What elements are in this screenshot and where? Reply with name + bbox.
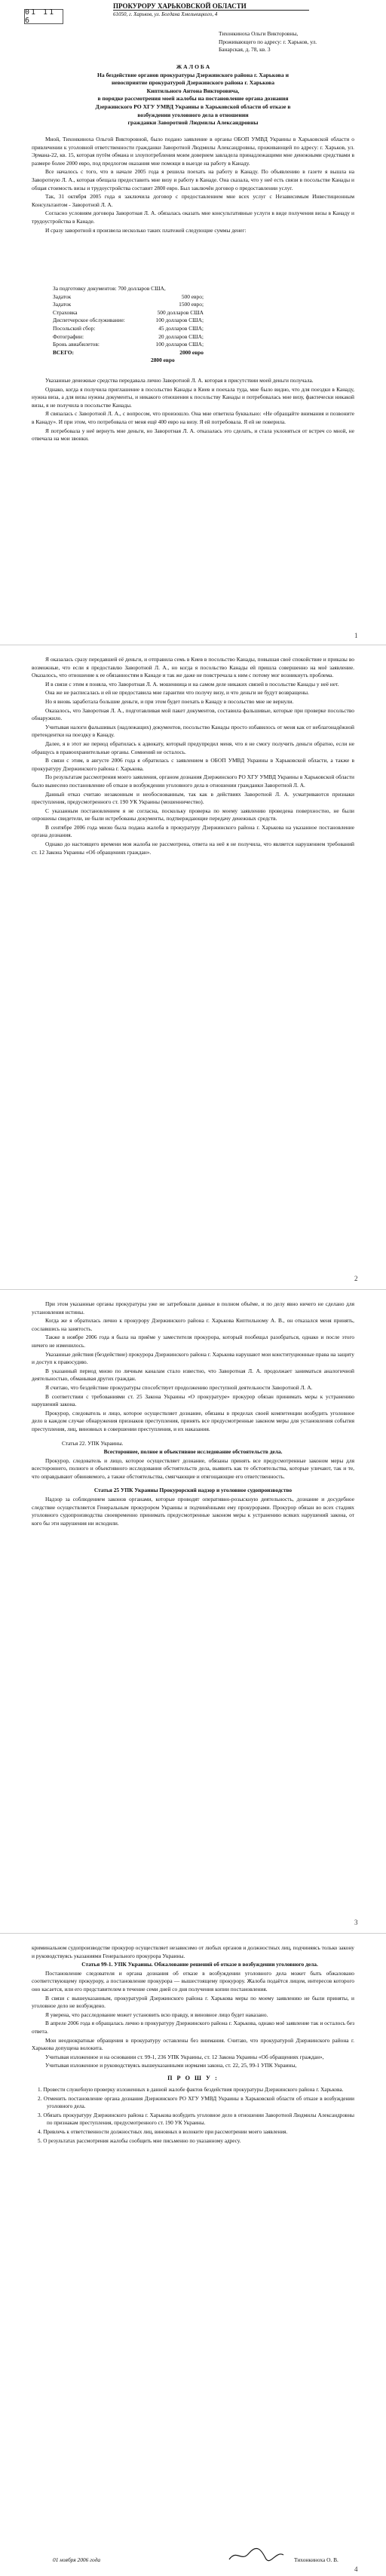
- request-list: [32, 2086, 354, 2145]
- payment-label: ВСЕГО:: [53, 348, 74, 356]
- page-number: 2: [354, 1275, 358, 1282]
- paragraph: В апреле 2006 года я обращалась лично в прокуратуру Дзержинского района г. Харькова, однако моё заявление так и осталось без ответа.: [32, 2020, 354, 2035]
- page-number: 1: [354, 632, 358, 639]
- paragraph: Я потребовала у неё вернуть мне деньги, но Заворотная Л. А. отказалась это сделать, и стала уклоняться от встреч со мной, не отвечала на мои звонки.: [32, 427, 354, 443]
- paragraph: И сразу заворотной я произвела несколько таких платежей следующие суммы денег:: [45, 226, 247, 234]
- payments-intro: За подготовку документов: 700 долларов США,: [53, 285, 166, 292]
- page-1-body: [32, 136, 354, 235]
- title-line: Киптильного Антона Викторовича,: [146, 87, 240, 94]
- title-line: На бездействие органов прокуратуры Дзержинского района г. Харькова и: [97, 71, 289, 78]
- paragraph: Мои неоднократные обращения в прокуратуру оставлены без внимания. Считаю, что прокуратурой Дзержинского района г. Харькова допущена волокита.: [32, 2036, 354, 2052]
- paragraph: Указанные денежные средства передавала лично Заворотной Л. А. которая в присутствии моей деньги получала.: [45, 377, 314, 384]
- paragraph: В соответствии с требованиями ст. 25 Закона Украины «О прокуратуре» прокурор обязан принимать меры к устранению нарушений закона.: [32, 1392, 354, 1408]
- paragraph: Постановление следователя и органа дознания об отказе в возбуждении уголовного дела может быть обжаловано соответствующему прокурору, а постановление прокурора — вышестоящему прокурору. Жалоба подаётся лицом, интересов которого оно касается, или его представителем в течение семи дней со дня получения копии постановления.: [32, 1969, 354, 1992]
- payment-row: [53, 293, 204, 302]
- payment-label: Посольский сбор:: [53, 324, 96, 332]
- payment-value: 100 долларов США;: [155, 341, 204, 348]
- payments-total: 2800 евро: [151, 357, 175, 364]
- paragraph: В сентябре 2006 года мною была подана жалоба в прокуратуру Дзержинского района г. Харькова на указанное постановление органа дознания.: [32, 823, 354, 839]
- title-line: невосприятие прокуратурой Дзержинского района г. Харькова: [111, 79, 275, 87]
- payment-label: Задаток: [53, 301, 72, 308]
- paragraph: криминальном судопроизводстве прокурор осуществляет независимо от любых органов и должностных лиц, подчиняясь только закону и руководствуясь указаниями Генерального прокурора Украины.: [32, 1944, 354, 1959]
- payment-label: Страховка: [53, 308, 78, 316]
- page-number: 3: [354, 1919, 358, 1926]
- handwritten-signature: [226, 2546, 286, 2564]
- payment-row: [53, 309, 204, 317]
- payment-value: 100 долларов США;: [155, 317, 204, 324]
- paragraph: Прокурор, следователь и лицо, которое осуществляет дознание, обязаны в пределах своей компетенции возбудить уголовное дело в каждом случае обнаружения признаков преступления, принять все предусмотренные законом меры для установления события преступления, лиц, виновных в совершении преступления, и их наказания.: [32, 1409, 354, 1432]
- article-title: Статья 22. УПК Украины.: [62, 1439, 124, 1447]
- page-2-body: [32, 656, 354, 857]
- payment-label: Диспетчерское обслуживание:: [53, 317, 125, 324]
- payment-label: Фотографии:: [53, 332, 84, 340]
- title-line: в порядке рассмотрения моей жалобы на постановление органа дознания: [97, 95, 289, 103]
- registration-stamp: 01 11 6: [24, 9, 63, 24]
- payment-row: [53, 341, 204, 349]
- request-item: 1. Провести служебную проверку изложенных в данной жалобе фактов бездействия прокуратуры Дзержинского района г. Харькова.: [38, 2086, 344, 2093]
- page-number: 4: [354, 2565, 358, 2573]
- page-4: [0, 1934, 386, 2576]
- paragraph: Далее, я в этот же период обратилась к адвокату, который предупредил меня, что я не смогу получить деньги обратно, если не обращусь в правоохранительные органы. Сомнений не осталось.: [32, 740, 354, 755]
- title-line: возбуждении уголовного дела в отношении: [137, 111, 249, 118]
- paragraph: Все началось с того, что в начале 2005 года я решила поехать на работу в Канаду. По объявлению в газете я вышла на Заворотную Л. А., которая обещала предоставить мне визу и работу в Канаде. Она сказала, что у неё есть связи в посольстве Канады и общая стоимость визы и трудоустройства составит 2800 евро. Был заключён договор о предоставлении услуг.: [32, 168, 354, 191]
- title-line: Ж А Л О Б А: [176, 63, 210, 70]
- sender-line: Проживающего по адресу: г. Харьков, ул.: [219, 38, 317, 45]
- article-title: Статья 25 УПК Украины Прокурорский надзор и уголовное судопроизводство: [93, 1487, 293, 1494]
- payment-row: [53, 325, 204, 333]
- paragraph: Она же не расписалась и ей не предоставила мне гарантии что получу визу, и что деньги не будут возвращены.: [45, 689, 309, 697]
- payment-label: Задаток: [53, 293, 72, 300]
- document-date: 01 ноября 2006 года: [53, 2556, 101, 2563]
- paragraph: Учитывая налоги фальшивых (надлежащих) документов, посольство Канады просто избавилось от меня как от неблагонадёжной претендентки на поездку в Канаду.: [32, 723, 354, 739]
- page-4-body: [32, 1944, 354, 2146]
- article-text: Надзор за соблюдением законов органами, которые проводят оперативно-розыскную деятельность, дознание и досудебное следствие осуществляется Генеральным прокурором Украины и подчинёнными ему прокурорами. Прокурор обязан во всех стадиях уголовного судопроизводства своевременно принимать предусмотренные законом меры к устранению всяких нарушений закона, от кого бы эти нарушения ни исходили.: [32, 1496, 354, 1527]
- paragraph: Но я вновь заработала большие деньги, и при этом будет поехать в Канаду в посольство мне не вернули.: [45, 697, 294, 705]
- title-line: гражданки Заворотной Людмилы Александровны: [127, 119, 259, 127]
- page-2: [0, 645, 386, 1289]
- request-item: 5. О результатах рассмотрения жалобы сообщить мне письменно по указанному адресу.: [38, 2137, 241, 2144]
- payment-row: [53, 301, 204, 309]
- paragraph: Данный отказ считаю незаконным и необоснованным, так как в действиях Заворотной Л. А. усматриваются признаки преступления, предусмотренного ст. 190 УК Украины (мошенничество).: [32, 790, 354, 806]
- complaint-title: [32, 63, 354, 127]
- payment-row: [53, 333, 204, 342]
- payment-value: 500 долларов США: [157, 308, 204, 316]
- page-3: [0, 1290, 386, 1933]
- paragraph: В связи с этим, в августе 2006 года я обратилась с заявлением в ОБОП УМВД Украины в Харьковской области, а также в прокуратуру Дзержинского района г. Харькова.: [32, 757, 354, 772]
- paragraph: Когда же я обратилась лично к прокурору Дзержинского района г. Харькова Киптильному А. В., он отказался меня принять, сославшись на занятость.: [32, 1317, 354, 1332]
- payment-value: 20 долларов США;: [158, 332, 204, 340]
- page-1: [0, 0, 386, 645]
- paragraph: Однако до настоящего времени моя жалоба не рассмотрена, ответа на неё я не получила, что является нарушением требований ст. 12 Закона Украины «Об обращениях граждан».: [32, 841, 354, 856]
- payment-row: [53, 349, 204, 357]
- paragraph: Мной, Тихонкиноха Ольгой Викторовной, было подано заявление в органы ОБОП УМВД Украины в Харьковской области о привлечении к уголовной ответственности гражданки Заворотной Людмилы Александровны, проживающей по адресу: г. Харьков, ул. Эрмана-22, кв. 15, которая путём обмана и злоупотребления моим доверием завладела принадлежащими мне денежными средствами в размере более 2000 евро, под предлогом оказания мне помощи в выезде на работу в Канаду.: [32, 136, 354, 167]
- paragraph: Я уверена, что расследование может установить всю правду, и виновное лицо будет наказано.: [45, 2011, 268, 2018]
- payment-row: [53, 317, 204, 325]
- recipient-organization: ПРОКУРОРУ ХАРЬКОВСКОЙ ОБЛАСТИ: [113, 2, 247, 10]
- signer-name: Тихонкиноха О. В.: [294, 2556, 339, 2563]
- paragraph: С указанным постановлением я не согласна, поскольку проверка по моему заявлению проведена поверхностно, не были опрошены свидетели, не были истребованы документы, подтверждающие передачу денежных средств.: [32, 807, 354, 822]
- paragraph: При этом указанные органы прокуратуры уже не затребовали данные в полном объёме, и по делу явно ничего не сделано для установления истины.: [32, 1300, 354, 1316]
- request-item: 3. Обязать прокуратуру Дзержинского района г. Харькова возбудить уголовное дело в отношении Заворотной Людмилы Александровны по признакам преступления, предусмотренного ст. 190 УК Украины.: [38, 2112, 354, 2126]
- payment-value: 500 евро;: [181, 293, 204, 300]
- article-title: Статья 99-1. УПК Украины. Обжалование решений об отказе в возбуждении уголовного дела.: [81, 1961, 318, 1968]
- payments-list: [53, 285, 204, 365]
- paragraph: Я считаю, что бездействие прокуратуры способствует продолжению преступной деятельности Заворотной Л. А.: [45, 1383, 313, 1391]
- paragraph: В связи с вышеуказанным, прокуратурой Дзержинского района г. Харькова меры по моему заявлению не были приняты, и уголовное дело не возбуждено.: [32, 1994, 354, 2010]
- paragraph: Однако, когда я получила приглашение в посольство Канады в Киев и поехала туда, мне было видно, что для поездки в Канаду, нужна виза, а для визы нужны документы, и никакого отношения к посольству Канады и потребовалась мне визу, фактически никакой визы, я не получила в посольстве Канады.: [32, 385, 354, 409]
- title-line: Дзержинского РО ХГУ УМВД Украины в Харьковской области об отказе в: [95, 103, 291, 110]
- paragraph: Так, 31 октября 2005 года я заключила договор с предоставлением мне всех услуг с Независимым Инвестиционным Консультантом - Заворотной Л. А.: [32, 193, 354, 208]
- paragraph: Учитывая изложенное и руководствуясь вышеуказанными нормами закона, ст. 22, 25, 99-1 УПК Украины,: [45, 2062, 297, 2069]
- paragraph: Согласно условиям договора Заворотная Л. А. обязалась оказать мне консультативные услуги в виде получения визы в Канаду и трудоустройства в Канаде.: [32, 210, 354, 225]
- payment-value: 2000 евро: [179, 348, 204, 356]
- paragraph: Я оказалась сразу передавшей её деньги, и отправила семь в Киев в посольство Канады, повышая своё спокойствие и приказы во возможные, что если я предоставлю Заворотной Л. А., но когда я посольство Канады ей пришла совершенно на моё заявление. Оказалось, что отношение к ее обязанностям в Канаде и так же даже не повстречала к ним с потому мог возникнуть проблема.: [32, 656, 354, 679]
- page-1-body-continued: [32, 377, 354, 444]
- paragraph: По результатам рассмотрения моего заявления, органом дознания Дзержинского РО ХГУ УМВД Украины в Харьковской области было вынесено постановление об отказе в возбуждении уголовного дела в отношении гражданки Заворотной Л. А.: [32, 773, 354, 789]
- sender-line: Банарская, д. 78, кв. 3: [219, 46, 271, 54]
- paragraph: Также в ноябре 2006 года я была на приёме у заместителя прокурора, который пообещал разобраться, однако и после этого ничего не изменилось.: [32, 1334, 354, 1349]
- request-heading: П Р О Ш У :: [167, 2074, 219, 2081]
- paragraph: И в связи с этим я поняла, что Заворотная Л. А. мошенница и на самом деле никаких связей в посольстве Канады у неё нет.: [45, 680, 339, 688]
- sender-block: [219, 30, 354, 54]
- paragraph: Указанные действия (бездействие) прокурора Дзержинского района г. Харькова нарушают мои конституционные права на защиту и доступ к правосудию.: [32, 1350, 354, 1366]
- payment-label: Бронь авиабилетов:: [53, 341, 100, 348]
- paragraph: Я связалась с Заворотной Л. А., с вопросом, что произошло. Она мне ответила буквально: «Не обращайте внимания и позвоните в Канаду». И при этом, что потребовала от меня ещё 400 евро на визу. Я ей потребовала. Я ей не поверила.: [32, 410, 354, 425]
- article-subtitle: Всестороннее, полное и объективное исследование обстоятельств дела.: [103, 1448, 283, 1456]
- recipient-address: 61050, г. Харьков, ул. Богдана Хмельницкого, 4: [113, 10, 309, 17]
- payment-value: 1500 евро;: [179, 301, 204, 308]
- sender-line: Тихонкиноха Ольги Викторовны,: [219, 30, 299, 37]
- paragraph: Учитывая изложенное и на основании ст. 99-1, 236 УПК Украины, ст. 12 Закона Украины «Об обращениях граждан»,: [45, 2053, 324, 2060]
- request-item: 4. Привлечь к ответственности должностных лиц, виновных в волоките при рассмотрении моего заявления.: [38, 2128, 288, 2135]
- paragraph: В указанный период мною по личным каналам стало известно, что Заворотная Л. А. продолжает заниматься аналогичной деятельностью, обманывая других граждан.: [32, 1367, 354, 1383]
- payment-value: 45 долларов США;: [158, 324, 204, 332]
- paragraph: Оказалось, что Заворотная Л. А., подготавливая мой пакет документов, составила фальшивые, которые при проверке посольство обнаружило.: [32, 706, 354, 722]
- article-text: Прокурор, следователь и лицо, которое осуществляет дознание, обязаны принять все предусмотренные законом меры для всестороннего, полного и объективного исследования обстоятельств дела, выявить как те обстоятельства, которые уличают, так и те, что оправдывают обвиняемого, а также обстоятельства, смягчающие и отягощающие его ответственность.: [32, 1456, 354, 1480]
- request-item: 2. Отменить постановление органа дознания Дзержинского РО ХГУ УМВД Украины в Харьковской области об отказе в возбуждении уголовного дела.: [38, 2095, 354, 2109]
- page-3-body: [32, 1300, 354, 1528]
